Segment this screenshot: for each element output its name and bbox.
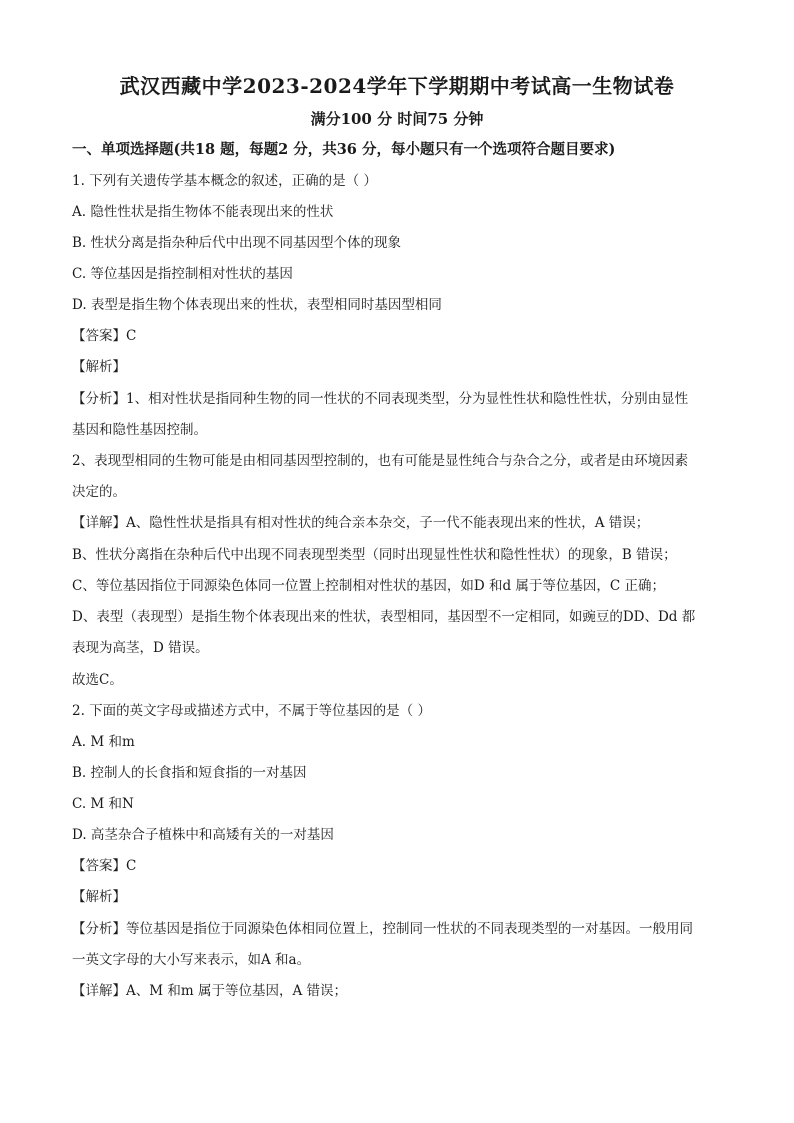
question-1-analysis-1-cont: 基因和隐性基因控制。	[72, 422, 207, 438]
question-2-option-a: A. M 和m	[72, 734, 135, 750]
question-1-jiexi-label: 【解析】	[72, 359, 126, 375]
question-1-stem: 1. 下列有关遗传学基本概念的叙述，正确的是（ ）	[72, 173, 377, 189]
question-1-conclusion: 故选C。	[72, 672, 123, 688]
question-2-jiexi-label: 【解析】	[72, 889, 126, 905]
question-1-detail-c: C、等位基因指位于同源染色体同一位置上控制相对性状的基因，如D 和d 属于等位基因，C 正确；	[72, 578, 665, 594]
question-1-option-a: A. 隐性性状是指生物体不能表现出来的性状	[72, 204, 334, 220]
page-title: 武汉西藏中学2023-2024学年下学期期中考试高一生物试卷	[119, 74, 675, 98]
question-1-analysis-2: 2、表现型相同的生物可能是由相同基因型控制的，也有可能是显性纯合与杂合之分，或者是由环境因素	[72, 453, 689, 469]
exam-info: 满分100 分 时间75 分钟	[310, 110, 484, 128]
question-1-answer: 【答案】C	[72, 328, 137, 344]
question-2-answer: 【答案】C	[72, 858, 137, 874]
question-1-analysis-1: 【分析】1、相对性状是指同种生物的同一性状的不同表现类型，分为显性性状和隐性性状，分别由显性	[72, 391, 689, 407]
question-1-detail-b: B、性状分离指在杂种后代中出现不同表现型类型（同时出现显性性状和隐性性状）的现象，B 错误；	[72, 547, 677, 563]
question-1-detail-d: D、表型（表现型）是指生物个体表现出来的性状，表型相同，基因型不一定相同，如豌豆的DD、Dd 都	[72, 609, 696, 625]
question-2-analysis-1-cont: 一英文字母的大小写来表示，如A 和a。	[72, 952, 311, 968]
question-1-option-c: C. 等位基因是指控制相对性状的基因	[72, 266, 293, 282]
question-1-analysis-2-cont: 决定的。	[72, 484, 126, 500]
question-1-option-d: D. 表型是指生物个体表现出来的性状，表型相同时基因型相同	[72, 297, 442, 313]
question-1-detail-d-cont: 表现为高茎，D 错误。	[72, 640, 209, 656]
question-2-detail-a: 【详解】A、M 和m 属于等位基因，A 错误；	[72, 983, 347, 999]
question-2-stem: 2. 下面的英文字母或描述方式中，不属于等位基因的是（ ）	[72, 703, 431, 719]
question-1-option-b: B. 性状分离是指杂种后代中出现不同基因型个体的现象	[72, 235, 402, 251]
question-2-analysis-1: 【分析】等位基因是指位于同源染色体相同位置上，控制同一性状的不同表现类型的一对基因。一般用同	[72, 921, 693, 937]
question-2-option-b: B. 控制人的长食指和短食指的一对基因	[72, 765, 307, 781]
question-2-option-d: D. 高茎杂合子植株中和高矮有关的一对基因	[72, 827, 334, 843]
question-2-option-c: C. M 和N	[72, 796, 134, 812]
question-1-detail-a: 【详解】A、隐性性状是指具有相对性状的纯合亲本杂交，子一代不能表现出来的性状，A 错误；	[72, 515, 650, 531]
section-heading: 一、单项选择题(共18 题，每题2 分，共36 分，每小题只有一个选项符合题目要求)	[72, 141, 616, 158]
